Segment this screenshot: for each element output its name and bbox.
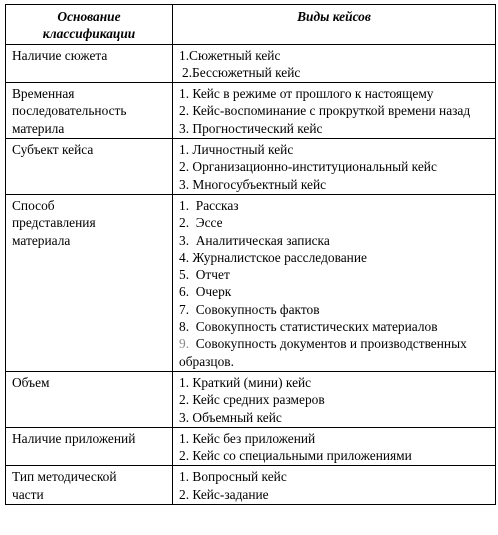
list-item	[179, 158, 491, 175]
item-number: 9.	[179, 336, 190, 352]
basis-label: Наличие приложений	[12, 430, 136, 446]
item-number: 2.	[179, 103, 190, 119]
item-number: 7.	[179, 301, 190, 317]
list-item	[179, 85, 491, 102]
item-text: Краткий (мини) кейс	[192, 374, 312, 390]
item-text: Совокупность фактов	[195, 301, 320, 317]
item-text: Кейс в режиме от прошлого к настоящему	[192, 86, 434, 102]
item-text: Кейс средних размеров	[192, 392, 325, 408]
item-text: Личностный кейс	[192, 142, 294, 158]
basis-cell	[6, 371, 173, 427]
list-item	[179, 141, 491, 158]
item-number: 6.	[179, 284, 190, 300]
item-number: 2.	[179, 486, 190, 502]
header-basis: Основание классификации	[6, 5, 173, 45]
item-text: Кейс-задание	[192, 486, 269, 502]
types-cell	[173, 466, 496, 505]
list-item	[179, 430, 491, 447]
list-item	[179, 176, 491, 193]
item-text: Вопросный кейс	[192, 469, 287, 485]
table-row	[6, 83, 496, 139]
item-number: 1.	[179, 374, 190, 390]
item-number: 5.	[179, 267, 190, 283]
item-text: Совокупность документов и производственных образцов.	[179, 336, 467, 369]
table-row	[6, 466, 496, 505]
list-item	[179, 283, 491, 300]
types-cell	[173, 44, 496, 83]
list-item	[179, 409, 491, 426]
item-number: 1.	[179, 86, 190, 102]
types-cell	[173, 139, 496, 195]
list-item	[179, 214, 491, 231]
basis-cell	[6, 427, 173, 466]
list-item	[179, 468, 491, 485]
types-cell	[173, 83, 496, 139]
item-text: Объемный кейс	[192, 409, 282, 425]
list-item	[179, 374, 491, 391]
item-number: 1.	[179, 469, 190, 485]
list-item	[179, 102, 491, 119]
item-number: 3.	[179, 176, 190, 192]
case-classification-table	[5, 4, 496, 505]
item-number: 4.	[179, 249, 190, 265]
list-item	[179, 301, 491, 318]
item-number: 3.	[179, 409, 190, 425]
basis-cell	[6, 139, 173, 195]
list-item	[179, 318, 491, 335]
table-row	[6, 427, 496, 466]
item-number: 1.	[179, 197, 190, 213]
table-header-row	[6, 5, 496, 45]
item-text: Рассказ	[195, 197, 239, 213]
list-item	[179, 266, 491, 283]
item-number: 2.	[179, 159, 190, 175]
basis-label: Наличие сюжета	[12, 47, 108, 63]
basis-label: Субъект кейса	[12, 142, 94, 158]
item-number: 2.	[179, 392, 190, 408]
list-item	[179, 232, 491, 249]
basis-cell	[6, 83, 173, 139]
table-row	[6, 139, 496, 195]
basis-label: Тип методической части	[12, 469, 117, 502]
table-row	[6, 371, 496, 427]
item-text: Организационно-институциональный кейс	[192, 159, 437, 175]
item-text: Сюжетный кейс	[189, 47, 281, 63]
list-item	[179, 335, 491, 370]
item-text: Эссе	[195, 215, 223, 231]
list-item	[179, 447, 491, 464]
list-item	[179, 197, 491, 214]
item-number: 1.	[179, 47, 190, 63]
item-number: 8.	[179, 319, 190, 335]
item-text: Бессюжетный кейс	[192, 64, 301, 80]
item-number: 2.	[179, 215, 190, 231]
basis-cell	[6, 44, 173, 83]
types-cell	[173, 427, 496, 466]
item-number: 3.	[179, 232, 190, 248]
item-text: Кейс-воспоминание с прокруткой времени назад	[192, 103, 471, 119]
basis-cell	[6, 466, 173, 505]
basis-label: Объем	[12, 374, 50, 390]
item-text: Очерк	[195, 284, 232, 300]
list-item	[179, 47, 491, 64]
list-item	[179, 120, 491, 137]
item-text: Многосубъектный кейс	[192, 176, 327, 192]
header-case-types: Виды кейсов	[173, 5, 496, 45]
item-number: 3.	[179, 120, 190, 136]
list-item	[179, 391, 491, 408]
list-item	[179, 249, 491, 266]
item-number: 2.	[179, 448, 190, 464]
table-row	[6, 44, 496, 83]
item-text: Журналистское расследование	[192, 249, 367, 265]
item-number: 1.	[179, 142, 190, 158]
item-text: Прогностический кейс	[192, 120, 323, 136]
types-cell	[173, 194, 496, 371]
types-cell	[173, 371, 496, 427]
basis-label: Способ представления материала	[12, 197, 96, 248]
item-text: Кейс без приложений	[192, 430, 316, 446]
list-item	[179, 64, 491, 81]
item-number: 1.	[179, 430, 190, 446]
item-text: Аналитическая записка	[195, 232, 330, 248]
item-text: Кейс со специальными приложениями	[192, 448, 412, 464]
item-number: 2.	[182, 64, 193, 80]
item-text: Отчет	[195, 267, 230, 283]
item-text: Совокупность статистических материалов	[195, 319, 438, 335]
basis-cell	[6, 194, 173, 371]
list-item	[179, 486, 491, 503]
basis-label: Временная последовательность материла	[12, 86, 127, 136]
table-row	[6, 194, 496, 371]
